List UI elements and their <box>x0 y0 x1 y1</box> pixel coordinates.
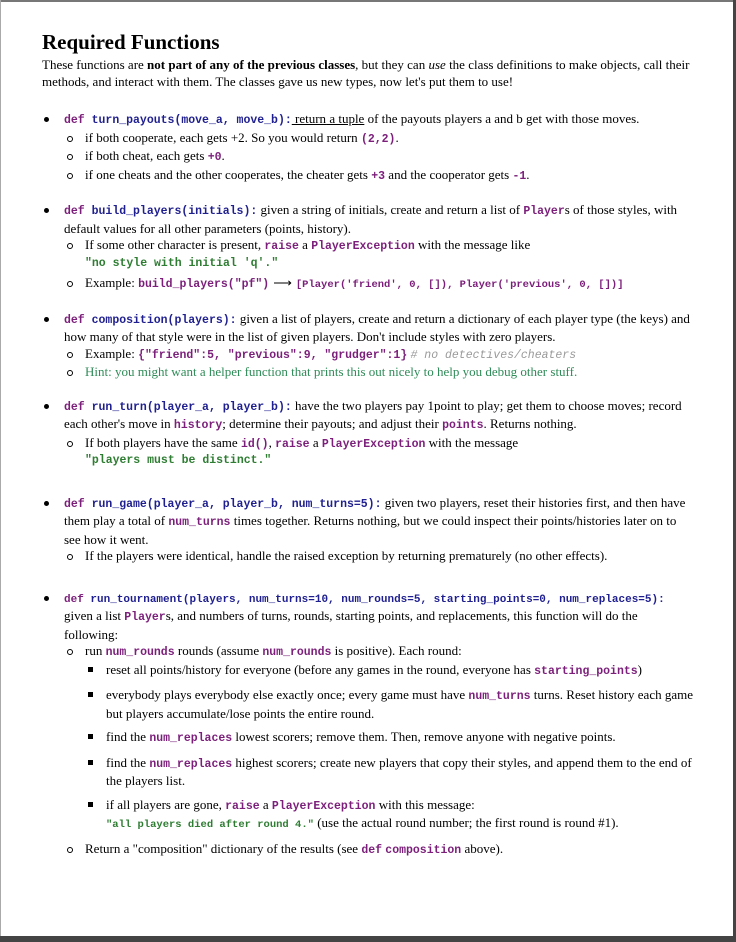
desc-text: given a string of initials, create and return a list of <box>257 202 524 217</box>
intro-italic: use <box>428 57 446 72</box>
error-message: "all players died after round 4." <box>106 819 314 831</box>
sub-item <box>64 130 694 149</box>
inline-code: composition <box>385 843 462 857</box>
sub-list <box>64 548 694 565</box>
sub-list <box>64 435 694 470</box>
sub-item <box>64 548 694 565</box>
sub-text: is positive). Each round: <box>331 643 462 658</box>
sub-item <box>64 275 694 294</box>
sub-text: . <box>395 129 399 145</box>
sub-text: Example: <box>85 275 139 290</box>
sub-text: . <box>526 166 530 182</box>
sub-text: with the message like <box>414 237 531 252</box>
inline-code: Player <box>124 611 166 624</box>
round-step <box>85 797 694 834</box>
round-steps-list <box>85 662 694 834</box>
function-item-run-tournament <box>42 590 694 860</box>
sub-text: If some other character is present, <box>85 237 265 252</box>
step-text: highest scorers; create new players that copy their styles, and append them to the end of the players list. <box>106 754 692 788</box>
def-keyword: def <box>64 114 85 127</box>
sub-text: if one cheats and the other cooperates, the cheater gets <box>85 166 372 182</box>
desc-text: have the two players pay 1point to play; get them to choose moves; record each other's move in <box>64 397 682 431</box>
inline-code: num_rounds <box>105 646 175 659</box>
function-item-run-game <box>42 495 694 565</box>
inline-code: Player <box>523 205 565 218</box>
sub-text: If both players have the same <box>85 434 241 450</box>
inline-code: +3 <box>371 169 386 183</box>
document-page <box>42 30 694 859</box>
round-step <box>85 662 694 681</box>
code-comment: # no detectives/cheaters <box>410 348 577 362</box>
inline-code: points <box>442 419 484 432</box>
inline-code: -1 <box>512 169 527 183</box>
inline-code: starting_points <box>534 664 638 678</box>
sub-item <box>64 148 694 167</box>
inline-code: (2,2) <box>360 132 396 146</box>
sub-text: . <box>221 148 225 163</box>
sub-item <box>64 346 694 365</box>
step-text: (use the actual round number; the first round is round #1). <box>313 815 619 830</box>
sub-text: above). <box>461 840 504 856</box>
intro-text: These functions are <box>42 57 148 72</box>
sub-text: If the players were identical, handle the raised exception by returning prematurely (no other effects). <box>85 548 608 563</box>
sub-text: run <box>85 643 106 658</box>
step-text: reset all points/history for everyone (before any games in the round, everyone has <box>106 661 535 677</box>
exception-class: PlayerException <box>321 437 426 451</box>
sub-list <box>64 130 694 186</box>
exception-class: PlayerException <box>271 799 376 813</box>
example-result: [Player('friend', 0, []), Player('previous', 0, [])] <box>295 279 624 291</box>
intro-emphasis: not part of any of the previous classes <box>147 57 356 72</box>
def-keyword: def <box>64 593 84 606</box>
error-message: "no style with initial 'q'." <box>85 256 279 270</box>
example-call: build_players("pf") <box>138 278 270 291</box>
step-text: if all players are gone, <box>106 796 226 812</box>
sub-item <box>64 364 694 381</box>
sub-item <box>64 841 694 860</box>
sub-list <box>64 346 694 381</box>
raise-keyword: raise <box>275 437 310 451</box>
desc-text: s, and numbers of turns, rounds, starting points, and replacements, this function will do the following: <box>64 608 638 642</box>
inline-code: num_turns <box>468 690 531 703</box>
round-step <box>85 729 694 748</box>
inline-code: num_replaces <box>149 732 233 745</box>
sub-item <box>64 643 694 834</box>
sub-list <box>64 643 694 859</box>
page-title: Required Functions <box>42 30 220 54</box>
function-item-run-turn <box>42 398 694 470</box>
desc-text: . Returns nothing. <box>483 416 577 431</box>
def-keyword: def <box>64 205 85 218</box>
step-text: find the <box>106 729 150 744</box>
window-frame-top <box>0 0 736 2</box>
sub-text: Example: <box>85 345 139 361</box>
desc-text: times together. Returns nothing, but we could inspect their points/histories later on to see how it went. <box>64 513 677 547</box>
inline-code: num_rounds <box>262 646 332 659</box>
function-list <box>42 111 694 859</box>
error-message: "players must be distinct." <box>85 454 272 467</box>
inline-code: id() <box>240 437 269 451</box>
function-item-turn-payouts <box>42 111 694 185</box>
function-signature: run_game(player_a, player_b, num_turns=5): <box>91 497 382 511</box>
def-keyword: def <box>64 313 85 327</box>
inline-code: num_turns <box>168 516 231 529</box>
intro-text: , but they can <box>355 57 429 72</box>
raise-keyword: raise <box>264 240 299 253</box>
step-text: a <box>259 796 272 812</box>
round-step <box>85 755 694 790</box>
desc-text: given a list of players, create and return a dictionary of each player type (the keys) and how many of that style were in the list of given players. Don't include styles with zero players. <box>64 310 690 344</box>
step-text: everybody plays everybody else exactly once; every game must have <box>106 687 469 702</box>
sub-text: if both cheat, each gets <box>85 148 208 163</box>
step-text: ) <box>637 661 643 677</box>
sub-item <box>64 237 694 272</box>
sub-text: rounds (assume <box>174 643 263 658</box>
desc-text: return <box>291 111 327 126</box>
function-signature: composition(players): <box>91 313 237 327</box>
function-item-build-players <box>42 202 694 294</box>
step-text: find the <box>106 754 150 770</box>
sub-text: if both cooperate, each gets +2. So you would return <box>85 129 361 145</box>
sub-text: a <box>298 237 312 252</box>
round-step <box>85 687 694 722</box>
function-item-composition <box>42 311 694 381</box>
intro-paragraph <box>42 57 694 90</box>
desc-text: ; determine their payouts; and adjust their <box>222 416 443 431</box>
function-signature: build_players(initials): <box>91 205 258 218</box>
def-keyword: def <box>64 497 85 511</box>
def-keyword: def <box>64 400 85 414</box>
inline-code: history <box>173 419 223 432</box>
exception-class: PlayerException <box>311 240 415 253</box>
function-signature: run_turn(player_a, player_b): <box>91 400 292 414</box>
hint-text: Hint: you might want a helper function that prints this out nicely to help you debug other stuff. <box>85 364 578 379</box>
window-frame-bottom <box>0 936 736 942</box>
sub-text: a <box>309 434 322 450</box>
desc-text: of the payouts players a and b get with those moves. <box>364 111 640 126</box>
inline-code: num_replaces <box>149 757 233 771</box>
sub-text: and the cooperator gets <box>385 166 513 182</box>
arrow-icon: ⟶ <box>273 275 292 290</box>
desc-text: given a list <box>64 608 125 623</box>
window-frame-left <box>0 0 1 942</box>
sub-text: with the message <box>425 434 519 450</box>
sub-item <box>64 435 694 470</box>
desc-text: given two players, reset their histories first, and then have them play a total of <box>64 494 686 528</box>
raise-keyword: raise <box>225 799 260 813</box>
step-text: with this message: <box>375 796 475 812</box>
function-signature: run_tournament(players, num_turns=10, num_rounds=5, starting_points=0, num_replaces=5): <box>90 593 665 606</box>
desc-text: a tuple <box>326 111 365 126</box>
intro-text: the class definitions to make objects, call their methods, and interact with them. The classes gave us new types, now let's put them to use! <box>42 57 690 89</box>
desc-text: s of those styles, with default values for all other parameters (points, history). <box>64 202 678 236</box>
def-keyword: def <box>361 843 383 857</box>
step-text: lowest scorers; remove them. Then, remove anyone with negative points. <box>232 729 616 744</box>
sub-item <box>64 167 694 186</box>
sub-list <box>64 237 694 294</box>
sub-text: , <box>268 434 276 450</box>
sub-text: Return a "composition" dictionary of the results (see <box>85 840 362 856</box>
function-signature: turn_payouts(move_a, move_b): <box>91 114 292 127</box>
step-text: turns. Reset history each game but players accumulate/lose points the entire round. <box>106 687 694 721</box>
inline-code: +0 <box>207 151 222 164</box>
example-code: {"friend":5, "previous":9, "grudger":1} <box>138 348 408 362</box>
